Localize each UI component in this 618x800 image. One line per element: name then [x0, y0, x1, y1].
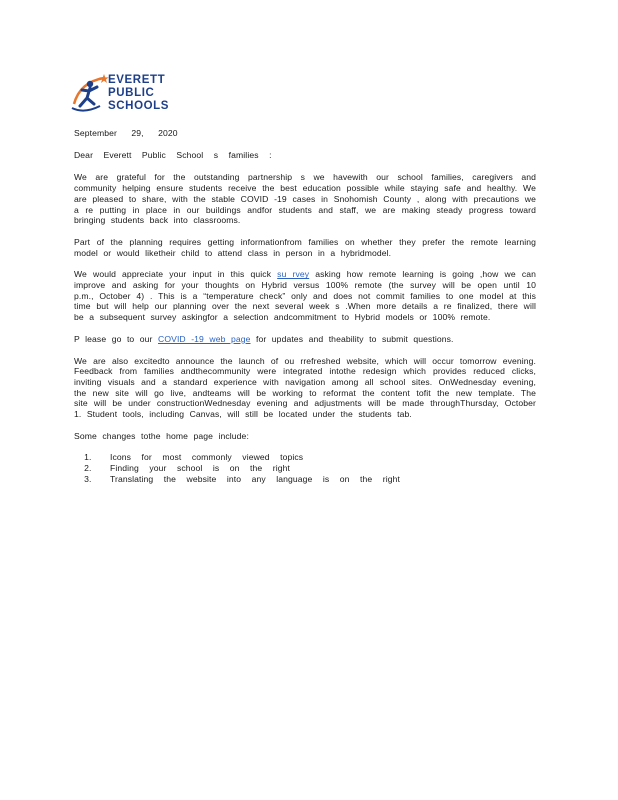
survey-link[interactable]: su rvey [277, 269, 310, 280]
covid-text-before: P lease go to our [74, 333, 159, 344]
paragraph-changes: Some changes tothe home page include: [74, 430, 249, 441]
letter-body [74, 128, 536, 485]
letter-greeting: Dear Everett Public School s families : [74, 149, 272, 160]
paragraph-gratitude: We are grateful for the outstanding partnership s we havewith our school families, caregivers and community helping ensure students receive the best education possible while staying safe and healthy. We are pleased to share, with the stable COVID -19 cases in Snohomish County , along with precautions we a re putting in place in our buildings andfor students and staff, we are making steady progress toward bringing students back into classrooms. [74, 172, 536, 226]
list-item: 3. Translating the website into any language is on the right [102, 474, 536, 485]
logo-line-1: EVERETT [108, 74, 166, 86]
running-student-star-logo-icon [70, 70, 110, 116]
changes-list [74, 452, 536, 484]
list-item: 2. Finding your school is on the right [102, 463, 536, 474]
district-logo [70, 70, 180, 116]
list-item: 1. Icons for most commonly viewed topics [102, 452, 536, 463]
covid-web-page-link[interactable]: COVID -19 web page [158, 333, 251, 344]
survey-text-before: We would appreciate your input in this quick [74, 269, 278, 280]
letter-date: September 29, 2020 [74, 128, 178, 138]
paragraph-website: We are also excitedto announce the launch of ou rrefreshed website, which will occur tomorrow evening. Feedback from families andthecommunity were integrated intothe redesign which provides reduced clicks, inviting visuals and a standard experience with navigation among all school sites. OnWednesday evening, the new site will go live, andteams will be working to reformat the content tofit the new template. The site will be under constructionWednesday evening and adjustments will be made throughThursday, October 1. Student tools, including Canvas, will still be located under the students tab. [74, 355, 536, 420]
paragraph-survey [74, 269, 536, 323]
logo-wordmark [108, 74, 169, 113]
logo-line-2: PUBLIC [108, 87, 155, 99]
logo-line-3: SCHOOLS [108, 100, 170, 112]
paragraph-planning: Part of the planning requires getting informationfrom families on whether they prefer the remote learning model or would liketheir child to attend class in person in a hybridmodel. [74, 236, 536, 258]
covid-text-after: for updates and theability to submit questions. [250, 333, 454, 344]
paragraph-covid-page [74, 334, 536, 345]
survey-text-after: asking how remote learning is going ,how we can improve and asking for your thoughts on Hybrid versus 100% remote (the survey will be open until 10 p.m., October 4) . This is a “temperature check” only and does not commit families to one model at this time but will help our planning over the next several week s .When more details a re finalized, there will be a subsequent survey askingfor a selection andcommitment to Hybrid models or 100% remote. [74, 269, 536, 323]
